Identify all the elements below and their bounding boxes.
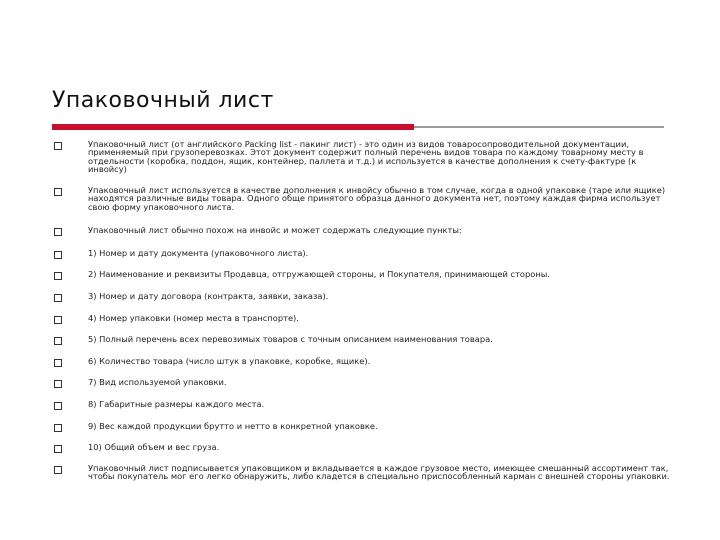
list-item-text: 2) Наименование и реквизиты Продавца, отгружающей стороны, и Покупателя, принимающей стороны.: [88, 269, 550, 279]
square-bullet-icon: [54, 359, 62, 367]
square-bullet-icon: [54, 337, 62, 345]
list-item-text: 1) Номер и дату документа (упаковочного листа).: [88, 248, 309, 258]
list-item-text: Упаковочный лист используется в качестве дополнения к инвойсу обычно в том случае, когда в одной упаковке (таре или ящике) находятся различные виды товара. Одного обще принятого образца данного документа нет, поэтому каждая фирма использует свою форму упаковочного листа.: [88, 185, 666, 212]
list-item-text: 10) Общий объем и вес груза.: [88, 442, 220, 452]
square-bullet-icon: [54, 188, 62, 196]
square-bullet-icon: [54, 294, 62, 302]
list-item-text: 8) Габаритные размеры каждого места.: [88, 399, 265, 409]
list-item-text: 6) Количество товара (число штук в упаковке, коробке, ящике).: [88, 356, 371, 366]
list-item-text: 7) Вид используемой упаковки.: [88, 377, 227, 387]
square-bullet-icon: [54, 251, 62, 259]
list-item-text: Упаковочный лист подписывается упаковщиком и вкладывается в каждое грузовое место, имеющее смешанный ассортимент так, чтобы покупатель мог его легко обнаружить, либо кладется в специально приспособленный карман с внешней стороны упаковки.: [88, 463, 670, 482]
list-item-text: 4) Номер упаковки (номер места в транспорте).: [88, 313, 299, 323]
square-bullet-icon: [54, 402, 62, 410]
square-bullet-icon: [54, 142, 62, 150]
list-item-text: Упаковочный лист (от английского Packing list - пакинг лист) - это один из видов товаросопроводительной документации, применяемый при грузоперевозках. Этот документ содержит полный перечень видов товара по каждому товарному месту в отдельности (коробка, поддон, ящик, контейнер, паллета и т.д.) и используется в качестве дополнения к счету-фактуре (к инвойсу): [88, 139, 644, 175]
square-bullet-icon: [54, 424, 62, 432]
square-bullet-icon: [54, 272, 62, 280]
square-bullet-icon: [54, 445, 62, 453]
square-bullet-icon: [54, 228, 62, 236]
list-item-text: 9) Вес каждой продукции брутто и нетто в конкретной упаковке.: [88, 421, 378, 431]
square-bullet-icon: [54, 380, 62, 388]
list-item-text: Упаковочный лист обычно похож на инвойс и может содержать следующие пункты:: [88, 225, 462, 235]
title-accent-bar: [52, 124, 414, 130]
list-item-text: 5) Полный перечень всех перевозимых товаров с точным описанием наименования товара.: [88, 334, 493, 344]
slide-title: Упаковочный лист: [52, 88, 274, 113]
square-bullet-icon: [54, 316, 62, 324]
list-item-text: 3) Номер и дату договора (контракта, заявки, заказа).: [88, 291, 329, 301]
square-bullet-icon: [54, 466, 62, 474]
